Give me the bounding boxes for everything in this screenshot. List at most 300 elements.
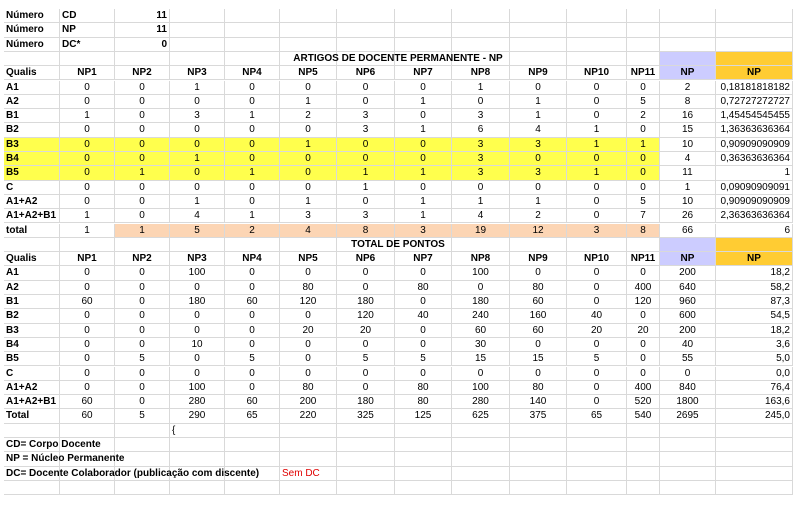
empty-cell[interactable] xyxy=(395,38,452,52)
empty-cell[interactable] xyxy=(225,38,280,52)
empty-cell[interactable] xyxy=(337,23,395,37)
np-total-cell[interactable]: 640 xyxy=(660,281,716,295)
empty-cell[interactable] xyxy=(716,438,793,452)
value-cell[interactable]: 0 xyxy=(225,367,280,381)
qualis-label[interactable]: Total xyxy=(4,409,60,423)
np-total-header[interactable]: NP xyxy=(660,252,716,266)
value-cell[interactable]: 0 xyxy=(225,95,280,109)
empty-cell[interactable] xyxy=(510,38,567,52)
value-cell[interactable]: 0 xyxy=(115,81,170,95)
value-cell[interactable]: 0 xyxy=(337,281,395,295)
count-code[interactable]: CD xyxy=(60,9,115,23)
empty-cell[interactable] xyxy=(395,481,452,495)
empty-cell[interactable] xyxy=(716,452,793,466)
section-title[interactable]: ARTIGOS DE DOCENTE PERMANENTE - NP xyxy=(170,52,627,66)
value-cell[interactable]: 0 xyxy=(60,181,115,195)
np-ratio-cell[interactable]: 0,18181818182 xyxy=(716,81,793,95)
value-cell[interactable]: 2 xyxy=(225,224,280,238)
value-cell[interactable]: 1 xyxy=(395,95,452,109)
qualis-label[interactable]: B3 xyxy=(4,324,60,338)
qualis-label[interactable]: B3 xyxy=(4,138,60,152)
value-cell[interactable]: 0 xyxy=(225,338,280,352)
empty-cell[interactable] xyxy=(567,9,627,23)
empty-cell[interactable] xyxy=(115,481,170,495)
value-cell[interactable]: 5 xyxy=(170,224,225,238)
empty-cell[interactable] xyxy=(337,38,395,52)
np-total-cell[interactable]: 26 xyxy=(660,209,716,223)
column-header[interactable]: NP3 xyxy=(170,66,225,80)
np-ratio-cell[interactable]: 0,72727272727 xyxy=(716,95,793,109)
value-cell[interactable]: 0 xyxy=(60,281,115,295)
np-total-cell[interactable]: 600 xyxy=(660,309,716,323)
empty-cell[interactable] xyxy=(567,481,627,495)
empty-cell[interactable] xyxy=(627,52,660,66)
value-cell[interactable]: 180 xyxy=(170,295,225,309)
qualis-label[interactable]: B1 xyxy=(4,109,60,123)
column-header[interactable]: NP6 xyxy=(337,252,395,266)
value-cell[interactable]: 1 xyxy=(395,209,452,223)
value-cell[interactable]: 8 xyxy=(337,224,395,238)
column-header[interactable]: NP9 xyxy=(510,252,567,266)
value-cell[interactable]: 60 xyxy=(510,324,567,338)
value-cell[interactable]: 0 xyxy=(567,209,627,223)
value-cell[interactable]: 0 xyxy=(115,152,170,166)
value-cell[interactable]: 1 xyxy=(337,166,395,180)
empty-cell[interactable] xyxy=(627,424,660,438)
column-header[interactable]: NP5 xyxy=(280,66,337,80)
count-code[interactable]: NP xyxy=(60,23,115,37)
np-ratio-cell[interactable]: 0,36363636364 xyxy=(716,152,793,166)
np-ratio-cell[interactable]: 3,6 xyxy=(716,338,793,352)
value-cell[interactable]: 6 xyxy=(452,123,510,137)
value-cell[interactable]: 1 xyxy=(337,181,395,195)
np-total-cell[interactable]: 2 xyxy=(660,81,716,95)
value-cell[interactable]: 180 xyxy=(337,395,395,409)
value-cell[interactable]: 540 xyxy=(627,409,660,423)
empty-cell[interactable] xyxy=(660,481,716,495)
qualis-label[interactable]: A1+A2 xyxy=(4,381,60,395)
value-cell[interactable]: 0 xyxy=(115,309,170,323)
value-cell[interactable]: 0 xyxy=(567,395,627,409)
empty-cell[interactable] xyxy=(510,467,567,481)
value-cell[interactable]: 0 xyxy=(510,338,567,352)
np-ratio-cell[interactable]: 1,36363636364 xyxy=(716,123,793,137)
value-cell[interactable]: 0 xyxy=(395,81,452,95)
value-cell[interactable]: 1 xyxy=(510,109,567,123)
value-cell[interactable]: 0 xyxy=(115,281,170,295)
value-cell[interactable]: 0 xyxy=(337,95,395,109)
value-cell[interactable]: 0 xyxy=(567,381,627,395)
value-cell[interactable]: 1 xyxy=(395,123,452,137)
value-cell[interactable]: 120 xyxy=(627,295,660,309)
value-cell[interactable]: 0 xyxy=(627,367,660,381)
value-cell[interactable]: 80 xyxy=(510,381,567,395)
value-cell[interactable]: 10 xyxy=(170,338,225,352)
column-header[interactable]: NP7 xyxy=(395,66,452,80)
np-ratio-cell[interactable]: 54,5 xyxy=(716,309,793,323)
value-cell[interactable]: 0 xyxy=(510,152,567,166)
value-cell[interactable]: 3 xyxy=(337,123,395,137)
column-header[interactable]: NP1 xyxy=(60,66,115,80)
value-cell[interactable]: 4 xyxy=(510,123,567,137)
value-cell[interactable]: 0 xyxy=(567,281,627,295)
empty-cell[interactable] xyxy=(510,438,567,452)
empty-cell[interactable] xyxy=(660,23,716,37)
value-cell[interactable]: 400 xyxy=(627,381,660,395)
value-cell[interactable]: 1 xyxy=(115,166,170,180)
value-cell[interactable]: 15 xyxy=(452,352,510,366)
value-cell[interactable]: 80 xyxy=(280,281,337,295)
empty-cell[interactable] xyxy=(115,424,170,438)
empty-cell[interactable] xyxy=(337,9,395,23)
np-total-cell[interactable]: 66 xyxy=(660,224,716,238)
empty-cell[interactable] xyxy=(567,452,627,466)
qualis-label[interactable]: total xyxy=(4,224,60,238)
value-cell[interactable]: 40 xyxy=(395,309,452,323)
column-header[interactable]: NP9 xyxy=(510,66,567,80)
np-ratio-cell[interactable]: 0,90909090909 xyxy=(716,195,793,209)
value-cell[interactable]: 0 xyxy=(60,123,115,137)
value-cell[interactable]: 7 xyxy=(627,209,660,223)
value-cell[interactable]: 1 xyxy=(170,152,225,166)
empty-cell[interactable] xyxy=(660,452,716,466)
empty-cell[interactable] xyxy=(170,23,225,37)
empty-cell[interactable] xyxy=(510,481,567,495)
empty-cell[interactable] xyxy=(170,438,225,452)
value-cell[interactable]: 5 xyxy=(567,352,627,366)
section-title[interactable]: TOTAL DE PONTOS xyxy=(170,238,627,252)
value-cell[interactable]: 0 xyxy=(567,109,627,123)
np-ratio-cell[interactable]: 0,0 xyxy=(716,367,793,381)
count-value[interactable]: 11 xyxy=(115,23,170,37)
value-cell[interactable]: 20 xyxy=(280,324,337,338)
value-cell[interactable]: 140 xyxy=(510,395,567,409)
empty-cell[interactable] xyxy=(567,23,627,37)
qualis-label[interactable]: A1+A2+B1 xyxy=(4,395,60,409)
empty-cell[interactable] xyxy=(716,23,793,37)
empty-cell[interactable] xyxy=(567,38,627,52)
empty-cell[interactable] xyxy=(452,9,510,23)
value-cell[interactable]: 0 xyxy=(337,138,395,152)
empty-cell[interactable] xyxy=(280,9,337,23)
column-header[interactable]: NP11 xyxy=(627,66,660,80)
empty-cell[interactable] xyxy=(627,452,660,466)
value-cell[interactable]: 80 xyxy=(280,381,337,395)
empty-cell[interactable] xyxy=(627,467,660,481)
value-cell[interactable]: 0 xyxy=(115,209,170,223)
np-total-cell[interactable]: 16 xyxy=(660,109,716,123)
value-cell[interactable]: 0 xyxy=(567,95,627,109)
np-total-cell[interactable]: 960 xyxy=(660,295,716,309)
value-cell[interactable]: 60 xyxy=(60,295,115,309)
value-cell[interactable]: 200 xyxy=(280,395,337,409)
value-cell[interactable]: 15 xyxy=(510,352,567,366)
np-total-cell[interactable]: 200 xyxy=(660,324,716,338)
empty-cell[interactable] xyxy=(60,52,115,66)
value-cell[interactable]: 1 xyxy=(627,138,660,152)
value-cell[interactable]: 0 xyxy=(280,338,337,352)
value-cell[interactable]: 0 xyxy=(170,181,225,195)
value-cell[interactable]: 3 xyxy=(452,109,510,123)
value-cell[interactable]: 2 xyxy=(280,109,337,123)
empty-cell[interactable] xyxy=(225,481,280,495)
value-cell[interactable]: 0 xyxy=(115,395,170,409)
empty-cell[interactable] xyxy=(4,481,60,495)
empty-cell[interactable] xyxy=(337,452,395,466)
np-total-cell[interactable]: 1800 xyxy=(660,395,716,409)
value-cell[interactable]: 520 xyxy=(627,395,660,409)
count-label[interactable]: Número xyxy=(4,9,60,23)
empty-cell[interactable] xyxy=(4,238,60,252)
column-header[interactable]: NP10 xyxy=(567,66,627,80)
empty-cell[interactable] xyxy=(716,467,793,481)
value-cell[interactable]: 3 xyxy=(395,224,452,238)
value-cell[interactable]: 0 xyxy=(395,295,452,309)
value-cell[interactable]: 0 xyxy=(280,81,337,95)
value-cell[interactable]: 100 xyxy=(452,266,510,280)
empty-cell[interactable] xyxy=(452,438,510,452)
empty-cell[interactable] xyxy=(716,424,793,438)
value-cell[interactable]: 0 xyxy=(280,166,337,180)
empty-cell[interactable] xyxy=(4,424,60,438)
column-header[interactable]: NP2 xyxy=(115,252,170,266)
value-cell[interactable]: 0 xyxy=(627,266,660,280)
value-cell[interactable]: 40 xyxy=(567,309,627,323)
value-cell[interactable]: 4 xyxy=(280,224,337,238)
qualis-label[interactable]: C xyxy=(4,181,60,195)
value-cell[interactable]: 1 xyxy=(510,95,567,109)
value-cell[interactable]: 3 xyxy=(452,152,510,166)
value-cell[interactable]: 290 xyxy=(170,409,225,423)
qualis-label[interactable]: A2 xyxy=(4,281,60,295)
value-cell[interactable]: 5 xyxy=(225,352,280,366)
value-cell[interactable]: 0 xyxy=(567,181,627,195)
value-cell[interactable]: 0 xyxy=(115,338,170,352)
value-cell[interactable]: 220 xyxy=(280,409,337,423)
value-cell[interactable]: 0 xyxy=(225,381,280,395)
empty-cell[interactable] xyxy=(395,452,452,466)
empty-cell[interactable] xyxy=(225,23,280,37)
value-cell[interactable]: 65 xyxy=(567,409,627,423)
value-cell[interactable]: 0 xyxy=(115,195,170,209)
value-cell[interactable]: 0 xyxy=(395,181,452,195)
value-cell[interactable]: 30 xyxy=(452,338,510,352)
value-cell[interactable]: 0 xyxy=(60,95,115,109)
value-cell[interactable]: 1 xyxy=(280,95,337,109)
column-header[interactable]: NP4 xyxy=(225,252,280,266)
value-cell[interactable]: 0 xyxy=(627,123,660,137)
value-cell[interactable]: 1 xyxy=(567,123,627,137)
count-value[interactable]: 0 xyxy=(115,38,170,52)
value-cell[interactable]: 180 xyxy=(452,295,510,309)
value-cell[interactable]: 0 xyxy=(115,138,170,152)
np-ratio-header[interactable]: NP xyxy=(716,66,793,80)
value-cell[interactable]: 80 xyxy=(395,395,452,409)
column-header[interactable]: NP4 xyxy=(225,66,280,80)
empty-cell[interactable] xyxy=(395,438,452,452)
empty-cell[interactable] xyxy=(567,424,627,438)
value-cell[interactable]: 4 xyxy=(170,209,225,223)
qualis-label[interactable]: B2 xyxy=(4,123,60,137)
value-cell[interactable]: 3 xyxy=(337,109,395,123)
column-header[interactable]: NP3 xyxy=(170,252,225,266)
empty-cell[interactable] xyxy=(225,438,280,452)
value-cell[interactable]: 20 xyxy=(627,324,660,338)
empty-cell[interactable] xyxy=(4,52,60,66)
value-cell[interactable]: 2 xyxy=(510,209,567,223)
value-cell[interactable]: 0 xyxy=(225,324,280,338)
value-cell[interactable]: 0 xyxy=(510,181,567,195)
count-code[interactable]: DC* xyxy=(60,38,115,52)
empty-cell[interactable] xyxy=(280,438,337,452)
value-cell[interactable]: 0 xyxy=(452,181,510,195)
empty-cell[interactable] xyxy=(716,9,793,23)
value-cell[interactable]: 1 xyxy=(60,109,115,123)
value-cell[interactable]: 3 xyxy=(337,209,395,223)
value-cell[interactable]: 0 xyxy=(395,338,452,352)
value-cell[interactable]: 12 xyxy=(510,224,567,238)
value-cell[interactable]: 0 xyxy=(225,281,280,295)
qualis-label[interactable]: A1 xyxy=(4,81,60,95)
empty-cell[interactable] xyxy=(452,424,510,438)
np-gold-cell[interactable] xyxy=(716,238,793,252)
empty-cell[interactable] xyxy=(395,23,452,37)
value-cell[interactable]: 0 xyxy=(225,152,280,166)
np-ratio-cell[interactable]: 87,3 xyxy=(716,295,793,309)
value-cell[interactable]: 0 xyxy=(452,95,510,109)
value-cell[interactable]: 0 xyxy=(510,81,567,95)
column-header[interactable]: NP10 xyxy=(567,252,627,266)
value-cell[interactable]: 80 xyxy=(395,381,452,395)
empty-cell[interactable] xyxy=(115,438,170,452)
empty-cell[interactable] xyxy=(510,452,567,466)
value-cell[interactable]: 0 xyxy=(337,266,395,280)
value-cell[interactable]: 1 xyxy=(60,209,115,223)
empty-cell[interactable] xyxy=(627,238,660,252)
np-total-cell[interactable]: 15 xyxy=(660,123,716,137)
empty-cell[interactable] xyxy=(510,9,567,23)
value-cell[interactable]: 0 xyxy=(395,109,452,123)
qualis-label[interactable]: A1+A2+B1 xyxy=(4,209,60,223)
np-blue-cell[interactable] xyxy=(660,238,716,252)
np-ratio-cell[interactable]: 0,90909090909 xyxy=(716,138,793,152)
value-cell[interactable]: 120 xyxy=(280,295,337,309)
empty-cell[interactable] xyxy=(225,452,280,466)
value-cell[interactable]: 100 xyxy=(170,381,225,395)
empty-cell[interactable] xyxy=(170,38,225,52)
value-cell[interactable]: 0 xyxy=(395,266,452,280)
value-cell[interactable]: 0 xyxy=(627,152,660,166)
value-cell[interactable]: 60 xyxy=(225,295,280,309)
value-cell[interactable]: 1 xyxy=(225,166,280,180)
empty-cell[interactable] xyxy=(660,9,716,23)
value-cell[interactable]: 60 xyxy=(60,395,115,409)
column-header[interactable]: Qualis xyxy=(4,252,60,266)
value-cell[interactable]: 160 xyxy=(510,309,567,323)
np-total-cell[interactable]: 1 xyxy=(660,181,716,195)
np-ratio-cell[interactable]: 163,6 xyxy=(716,395,793,409)
empty-cell[interactable] xyxy=(452,467,510,481)
value-cell[interactable]: 0 xyxy=(170,352,225,366)
value-cell[interactable]: 0 xyxy=(115,367,170,381)
value-cell[interactable]: 80 xyxy=(510,281,567,295)
np-ratio-cell[interactable]: 2,36363636364 xyxy=(716,209,793,223)
value-cell[interactable]: 1 xyxy=(170,195,225,209)
sem-dc-note[interactable]: Sem DC xyxy=(280,467,337,481)
value-cell[interactable]: 60 xyxy=(452,324,510,338)
value-cell[interactable]: 0 xyxy=(115,295,170,309)
qualis-label[interactable]: B2 xyxy=(4,309,60,323)
empty-cell[interactable] xyxy=(337,424,395,438)
value-cell[interactable]: 3 xyxy=(510,138,567,152)
np-total-cell[interactable]: 10 xyxy=(660,195,716,209)
value-cell[interactable]: 0 xyxy=(225,138,280,152)
value-cell[interactable]: 19 xyxy=(452,224,510,238)
value-cell[interactable]: 0 xyxy=(60,309,115,323)
value-cell[interactable]: 1 xyxy=(510,195,567,209)
empty-cell[interactable] xyxy=(395,424,452,438)
value-cell[interactable]: 5 xyxy=(395,352,452,366)
value-cell[interactable]: 0 xyxy=(510,367,567,381)
empty-cell[interactable] xyxy=(510,424,567,438)
column-header[interactable]: NP11 xyxy=(627,252,660,266)
empty-cell[interactable] xyxy=(627,481,660,495)
value-cell[interactable]: 60 xyxy=(60,409,115,423)
column-header[interactable]: NP8 xyxy=(452,252,510,266)
qualis-label[interactable]: B4 xyxy=(4,152,60,166)
empty-cell[interactable] xyxy=(60,424,115,438)
empty-cell[interactable] xyxy=(627,438,660,452)
value-cell[interactable]: 0 xyxy=(115,181,170,195)
value-cell[interactable]: 0 xyxy=(225,195,280,209)
value-cell[interactable]: 0 xyxy=(225,123,280,137)
np-ratio-cell[interactable]: 18,2 xyxy=(716,324,793,338)
empty-cell[interactable] xyxy=(452,38,510,52)
value-cell[interactable]: 240 xyxy=(452,309,510,323)
value-cell[interactable]: 0 xyxy=(225,266,280,280)
value-cell[interactable]: 0 xyxy=(115,95,170,109)
value-cell[interactable]: 0 xyxy=(280,181,337,195)
value-cell[interactable]: 0 xyxy=(280,367,337,381)
value-cell[interactable]: 60 xyxy=(225,395,280,409)
np-total-cell[interactable]: 4 xyxy=(660,152,716,166)
empty-cell[interactable] xyxy=(225,424,280,438)
value-cell[interactable]: 0 xyxy=(115,381,170,395)
empty-cell[interactable] xyxy=(567,467,627,481)
value-cell[interactable]: 1 xyxy=(225,109,280,123)
qualis-label[interactable]: B1 xyxy=(4,295,60,309)
qualis-label[interactable]: B5 xyxy=(4,352,60,366)
value-cell[interactable]: 0 xyxy=(60,352,115,366)
empty-cell[interactable] xyxy=(225,9,280,23)
value-cell[interactable]: 0 xyxy=(567,81,627,95)
empty-cell[interactable] xyxy=(452,481,510,495)
value-cell[interactable]: 0 xyxy=(337,195,395,209)
value-cell[interactable]: 1 xyxy=(452,81,510,95)
empty-cell[interactable] xyxy=(60,238,115,252)
value-cell[interactable]: 0 xyxy=(170,123,225,137)
empty-cell[interactable] xyxy=(280,38,337,52)
value-cell[interactable]: 0 xyxy=(627,181,660,195)
value-cell[interactable]: 0 xyxy=(225,181,280,195)
qualis-label[interactable]: B4 xyxy=(4,338,60,352)
empty-cell[interactable] xyxy=(170,9,225,23)
value-cell[interactable]: 1 xyxy=(567,138,627,152)
empty-cell[interactable] xyxy=(337,467,395,481)
value-cell[interactable]: 3 xyxy=(567,224,627,238)
value-cell[interactable]: 3 xyxy=(452,166,510,180)
empty-cell[interactable] xyxy=(280,23,337,37)
